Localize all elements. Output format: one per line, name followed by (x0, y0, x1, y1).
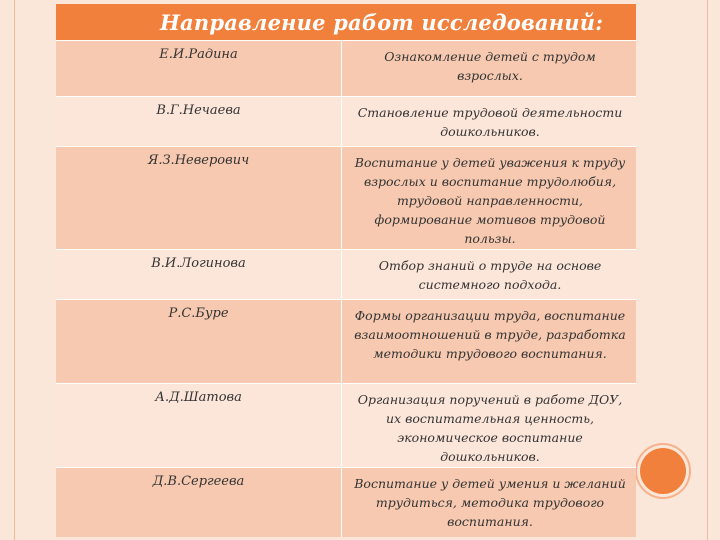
decorative-circle (640, 448, 686, 494)
table-row (56, 383, 636, 467)
researcher-name: Д.В.Сергеева (56, 468, 342, 537)
research-direction: Организация поручений в работе ДОУ, их воспитательная ценность, экономическое воспитание дошкольников. (357, 392, 623, 464)
research-direction: Воспитание у детей умения и желаний трудиться, методика трудового воспитания. (354, 476, 626, 529)
table-row (56, 249, 636, 299)
researcher-name: Е.И.Радина (56, 41, 342, 96)
table-row (56, 96, 636, 146)
table-title: Направление работ исследований: (56, 4, 636, 40)
researcher-name: В.И.Логинова (56, 250, 342, 299)
table-row (56, 146, 636, 249)
researcher-name: Я.З.Неверович (56, 147, 342, 249)
researcher-name: А.Д.Шатова (56, 384, 342, 467)
research-direction: Отбор знаний о труде на основе системного подхода. (378, 258, 602, 292)
research-table (56, 4, 636, 537)
table-row (56, 40, 636, 96)
research-direction: Воспитание у детей уважения к труду взрослых и воспитание трудолюбия, трудовой направленности, формирование мотивов трудовой пользы. (354, 155, 626, 246)
researcher-name: В.Г.Нечаева (56, 97, 342, 146)
table-row (56, 467, 636, 537)
research-direction: Формы организации труда, воспитание взаимоотношений в труде, разработка методики трудового воспитания. (354, 308, 626, 361)
research-direction: Становление трудовой деятельности дошкольников. (357, 105, 623, 139)
research-direction: Ознакомление детей с трудом взрослых. (384, 49, 596, 83)
table-row (56, 299, 636, 383)
researcher-name: Р.С.Буре (56, 300, 342, 383)
